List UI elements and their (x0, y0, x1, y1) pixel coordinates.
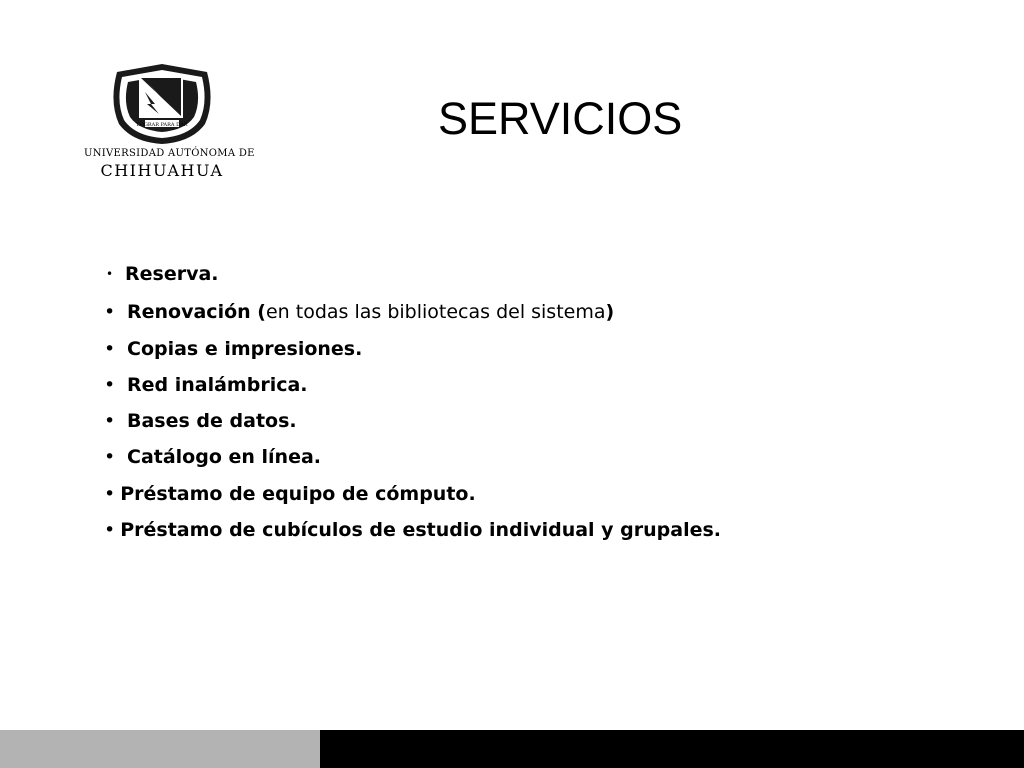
bullet-icon: • (106, 267, 114, 281)
item-label: Copias e impresiones. (127, 338, 363, 360)
item-label: Préstamo de cubículos de estudio individual y grupales. (120, 519, 722, 541)
slide-title: SERVICIOS (438, 93, 683, 144)
item-label: Renovación ( (127, 301, 266, 323)
university-logo (84, 62, 255, 184)
bullet-icon: • (104, 519, 116, 541)
item-label: Reserva. (125, 263, 219, 285)
item-label: Préstamo de equipo de cómputo. (120, 483, 476, 505)
footer-bar-right (320, 730, 1024, 768)
bullet-icon: • (104, 374, 116, 396)
logo-name-line2: CHIHUAHUA (100, 161, 224, 180)
bullet-icon: • (104, 301, 116, 323)
item-tail: ) (605, 301, 615, 323)
item-label: Catálogo en línea. (127, 446, 322, 468)
item-detail: en todas las bibliotecas del sistema (265, 301, 606, 323)
bullet-icon: • (104, 483, 116, 505)
bullet-icon: • (104, 338, 116, 360)
bullet-icon: • (104, 410, 116, 432)
svg-text:LOGRAR PARA DAR: LOGRAR PARA DAR (136, 122, 188, 128)
item-label: Red inalámbrica. (127, 374, 308, 396)
list-item (104, 518, 721, 542)
university-seal-icon (107, 62, 217, 146)
footer-bar-left (0, 730, 320, 768)
logo-name-line1: UNIVERSIDAD AUTÓNOMA DE (84, 148, 255, 159)
item-label: Bases de datos. (127, 410, 297, 432)
list-item (104, 482, 476, 506)
bullet-icon: • (104, 446, 116, 468)
